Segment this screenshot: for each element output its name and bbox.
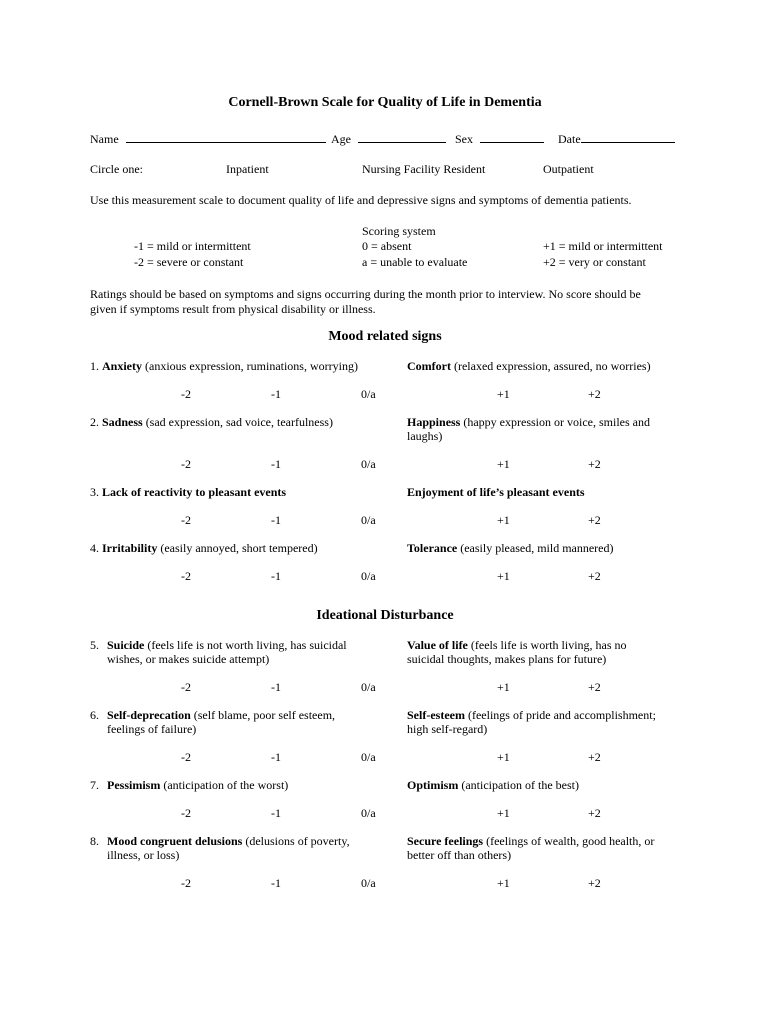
option-inpatient[interactable]: Inpatient bbox=[226, 162, 269, 176]
option-nursing-facility[interactable]: Nursing Facility Resident bbox=[362, 162, 486, 176]
score-pos2[interactable]: +2 bbox=[588, 876, 601, 890]
item-pos-text: (feelings of wealth, good health, or better off than others) bbox=[407, 834, 655, 862]
score-pos2[interactable]: +2 bbox=[588, 457, 601, 471]
sex-field[interactable] bbox=[455, 131, 544, 146]
age-field[interactable] bbox=[331, 131, 446, 146]
item-number: 1. bbox=[90, 359, 99, 373]
item-8-negative bbox=[90, 834, 380, 862]
score-pos1[interactable]: +1 bbox=[497, 876, 510, 890]
name-blank[interactable] bbox=[126, 131, 326, 143]
item-pos-bold: Happiness bbox=[407, 415, 461, 429]
item-neg-text: (self blame, poor self esteem, feelings of failure) bbox=[107, 708, 336, 736]
item-5-positive bbox=[407, 638, 662, 666]
item-1-negative bbox=[90, 359, 380, 373]
item-number: 4. bbox=[90, 541, 99, 555]
item-neg-bold: Irritability bbox=[102, 541, 158, 555]
scoring-right-1: +1 = mild or intermittent bbox=[543, 239, 663, 253]
score-neg2[interactable]: -2 bbox=[181, 569, 191, 583]
item-neg-text: (delusions of poverty, illness, or loss) bbox=[107, 834, 350, 862]
score-pos1[interactable]: +1 bbox=[497, 750, 510, 764]
scoring-left-1: -1 = mild or intermittent bbox=[134, 239, 251, 253]
item-7-positive bbox=[407, 778, 677, 792]
item-pos-text: (feels life is worth living, has no suicidal thoughts, makes plans for future) bbox=[407, 638, 627, 666]
item-neg-bold: Suicide bbox=[107, 638, 145, 652]
item-neg-text: (feels life is not worth living, has suicidal wishes, or makes suicide attempt) bbox=[107, 638, 347, 666]
scoring-middle-1: 0 = absent bbox=[362, 239, 412, 253]
score-neg2[interactable]: -2 bbox=[181, 457, 191, 471]
age-label: Age bbox=[331, 132, 351, 146]
score-pos1[interactable]: +1 bbox=[497, 513, 510, 527]
score-pos2[interactable]: +2 bbox=[588, 569, 601, 583]
sex-blank[interactable] bbox=[480, 131, 544, 143]
date-blank[interactable] bbox=[581, 131, 675, 143]
item-neg-bold: Mood congruent delusions bbox=[107, 834, 243, 848]
score-neg2[interactable]: -2 bbox=[181, 387, 191, 401]
scoring-left-2: -2 = severe or constant bbox=[134, 255, 244, 269]
item-neg-bold: Lack of reactivity to pleasant events bbox=[102, 485, 287, 499]
item-neg-bold: Pessimism bbox=[107, 778, 161, 792]
item-neg-bold: Anxiety bbox=[102, 359, 142, 373]
mood-section-heading: Mood related signs bbox=[328, 329, 442, 344]
intro-text: Use this measurement scale to document quality of life and depressive signs and symptoms of dementia patients. bbox=[90, 193, 632, 207]
score-zero[interactable]: 0/a bbox=[361, 876, 376, 890]
item-neg-bold: Sadness bbox=[102, 415, 143, 429]
ratings-note-line-2: given if symptoms result from physical disability or illness. bbox=[90, 302, 376, 316]
score-neg1[interactable]: -1 bbox=[271, 680, 281, 694]
item-pos-bold: Tolerance bbox=[407, 541, 458, 555]
item-6-negative bbox=[90, 708, 380, 736]
score-pos1[interactable]: +1 bbox=[497, 457, 510, 471]
item-pos-text: (happy expression or voice, smiles and laughs) bbox=[407, 415, 650, 443]
score-zero[interactable]: 0/a bbox=[361, 387, 376, 401]
item-pos-text: (feelings of pride and accomplishment; high self-regard) bbox=[407, 708, 656, 736]
item-pos-text: (anticipation of the best) bbox=[458, 778, 579, 792]
score-zero[interactable]: 0/a bbox=[361, 569, 376, 583]
score-neg1[interactable]: -1 bbox=[271, 387, 281, 401]
item-number: 8. bbox=[90, 834, 99, 848]
score-pos2[interactable]: +2 bbox=[588, 513, 601, 527]
item-5-negative bbox=[90, 638, 380, 666]
score-zero[interactable]: 0/a bbox=[361, 680, 376, 694]
item-neg-text: (sad expression, sad voice, tearfulness) bbox=[142, 415, 333, 429]
score-zero[interactable]: 0/a bbox=[361, 806, 376, 820]
item-pos-bold: Enjoyment of life’s pleasant events bbox=[407, 485, 585, 499]
scoring-title: Scoring system bbox=[362, 224, 436, 238]
item-3-positive bbox=[407, 485, 677, 499]
item-1-positive bbox=[407, 359, 677, 373]
circle-one-label: Circle one: bbox=[90, 162, 143, 176]
score-neg1[interactable]: -1 bbox=[271, 750, 281, 764]
score-pos1[interactable]: +1 bbox=[497, 806, 510, 820]
score-neg2[interactable]: -2 bbox=[181, 876, 191, 890]
score-neg1[interactable]: -1 bbox=[271, 457, 281, 471]
score-pos2[interactable]: +2 bbox=[588, 387, 601, 401]
date-label: Date bbox=[558, 132, 581, 146]
score-zero[interactable]: 0/a bbox=[361, 750, 376, 764]
item-7-negative bbox=[90, 778, 380, 792]
score-neg2[interactable]: -2 bbox=[181, 513, 191, 527]
score-zero[interactable]: 0/a bbox=[361, 457, 376, 471]
score-pos2[interactable]: +2 bbox=[588, 806, 601, 820]
page-title: Cornell-Brown Scale for Quality of Life in Dementia bbox=[228, 95, 542, 110]
item-8-positive bbox=[407, 834, 665, 862]
scoring-middle-2: a = unable to evaluate bbox=[362, 255, 468, 269]
score-pos1[interactable]: +1 bbox=[497, 680, 510, 694]
item-neg-text: (anticipation of the worst) bbox=[160, 778, 289, 792]
item-2-positive bbox=[407, 415, 669, 443]
item-number: 3. bbox=[90, 485, 99, 499]
item-number: 6. bbox=[90, 708, 99, 722]
item-neg-text: (anxious expression, ruminations, worrying) bbox=[142, 359, 358, 373]
score-neg1[interactable]: -1 bbox=[271, 806, 281, 820]
item-pos-bold: Secure feelings bbox=[407, 834, 484, 848]
score-neg2[interactable]: -2 bbox=[181, 806, 191, 820]
score-neg2[interactable]: -2 bbox=[181, 680, 191, 694]
item-pos-bold: Self-esteem bbox=[407, 708, 465, 722]
item-3-negative bbox=[90, 485, 380, 499]
date-field[interactable] bbox=[558, 131, 675, 146]
item-pos-bold: Value of life bbox=[407, 638, 468, 652]
item-number: 7. bbox=[90, 778, 99, 792]
score-neg2[interactable]: -2 bbox=[181, 750, 191, 764]
item-number: 2. bbox=[90, 415, 99, 429]
item-neg-bold: Self-deprecation bbox=[107, 708, 191, 722]
option-outpatient[interactable]: Outpatient bbox=[543, 162, 594, 176]
item-pos-bold: Comfort bbox=[407, 359, 451, 373]
age-blank[interactable] bbox=[358, 131, 446, 143]
item-number: 5. bbox=[90, 638, 99, 652]
scoring-right-2: +2 = very or constant bbox=[543, 255, 646, 269]
item-4-positive bbox=[407, 541, 677, 555]
item-neg-text: (easily annoyed, short tempered) bbox=[157, 541, 318, 555]
name-field[interactable] bbox=[90, 131, 326, 146]
score-pos2[interactable]: +2 bbox=[588, 680, 601, 694]
item-pos-text: (easily pleased, mild mannered) bbox=[457, 541, 614, 555]
ideational-section-heading: Ideational Disturbance bbox=[316, 608, 454, 623]
score-neg1[interactable]: -1 bbox=[271, 876, 281, 890]
score-pos1[interactable]: +1 bbox=[497, 569, 510, 583]
name-label: Name bbox=[90, 132, 119, 146]
score-neg1[interactable]: -1 bbox=[271, 569, 281, 583]
score-neg1[interactable]: -1 bbox=[271, 513, 281, 527]
item-2-negative bbox=[90, 415, 380, 429]
item-6-positive bbox=[407, 708, 679, 736]
score-pos2[interactable]: +2 bbox=[588, 750, 601, 764]
item-4-negative bbox=[90, 541, 380, 555]
item-pos-text: (relaxed expression, assured, no worries) bbox=[450, 359, 651, 373]
ratings-note-line-1: Ratings should be based on symptoms and signs occurring during the month prior to interview. No score should be bbox=[90, 287, 641, 301]
score-zero[interactable]: 0/a bbox=[361, 513, 376, 527]
sex-label: Sex bbox=[455, 132, 473, 146]
item-pos-bold: Optimism bbox=[407, 778, 459, 792]
score-pos1[interactable]: +1 bbox=[497, 387, 510, 401]
